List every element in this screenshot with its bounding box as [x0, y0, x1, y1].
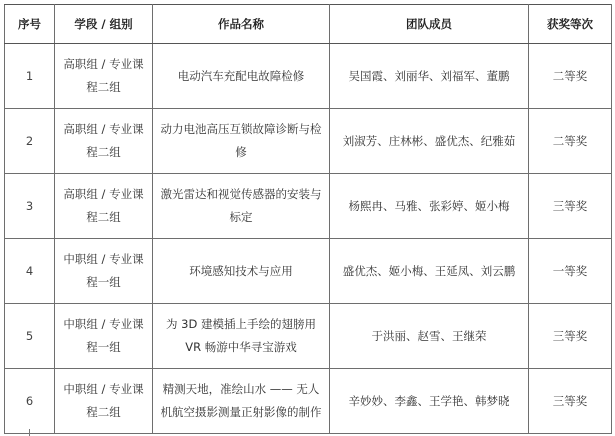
cell-award-level: 一等奖: [529, 239, 612, 304]
table-row: [5, 109, 612, 174]
cell-team-members: 于洪丽、赵雪、王继荣: [330, 304, 529, 369]
cell-level-group: 高职组 / 专业课程二组: [55, 44, 153, 109]
table-row: [5, 304, 612, 369]
cursor-mark: [29, 429, 30, 436]
cell-team-members: 杨熙冉、马雅、张彩婷、姬小梅: [330, 174, 529, 239]
cell-work-title: 精测天地，准绘山水 —— 无人机航空摄影测量正射影像的制作: [153, 369, 330, 434]
header-team-members: 团队成员: [330, 5, 529, 44]
cell-level-group: 中职组 / 专业课程二组: [55, 369, 153, 434]
table-row: [5, 44, 612, 109]
cell-work-title: 电动汽车充配电故障检修: [153, 44, 330, 109]
table-row: [5, 369, 612, 434]
cell-serial-number: 4: [5, 239, 55, 304]
cell-team-members: 辛妙妙、李鑫、王学艳、韩梦晓: [330, 369, 529, 434]
cell-award-level: 二等奖: [529, 44, 612, 109]
cell-level-group: 中职组 / 专业课程一组: [55, 239, 153, 304]
cell-work-title: 动力电池高压互锁故障诊断与检修: [153, 109, 330, 174]
cell-level-group: 中职组 / 专业课程一组: [55, 304, 153, 369]
cell-award-level: 三等奖: [529, 174, 612, 239]
cell-team-members: 吴国霞、刘丽华、刘福军、董鹏: [330, 44, 529, 109]
cell-work-title: 环境感知技术与应用: [153, 239, 330, 304]
cell-work-title: 激光雷达和视觉传感器的安装与标定: [153, 174, 330, 239]
cell-level-group: 高职组 / 专业课程二组: [55, 174, 153, 239]
header-level-group: 学段 / 组别: [55, 5, 153, 44]
cell-work-title: 为 3D 建模插上手绘的翅膀用 VR 畅游中华寻宝游戏: [153, 304, 330, 369]
cell-team-members: 盛优杰、姬小梅、王延凤、刘云鹏: [330, 239, 529, 304]
header-serial-number: 序号: [5, 5, 55, 44]
cell-serial-number: 1: [5, 44, 55, 109]
cell-award-level: 三等奖: [529, 369, 612, 434]
cell-serial-number: 6: [5, 369, 55, 434]
cell-serial-number: 2: [5, 109, 55, 174]
cell-award-level: 三等奖: [529, 304, 612, 369]
table-row: [5, 174, 612, 239]
header-award-level: 获奖等次: [529, 5, 612, 44]
cell-serial-number: 3: [5, 174, 55, 239]
awards-table: [4, 4, 612, 434]
cell-serial-number: 5: [5, 304, 55, 369]
cell-team-members: 刘淑芳、庄林彬、盛优杰、纪雅茹: [330, 109, 529, 174]
cell-level-group: 高职组 / 专业课程二组: [55, 109, 153, 174]
cell-award-level: 二等奖: [529, 109, 612, 174]
table-row: [5, 239, 612, 304]
table-header-row: [5, 5, 612, 44]
header-work-title: 作品名称: [153, 5, 330, 44]
